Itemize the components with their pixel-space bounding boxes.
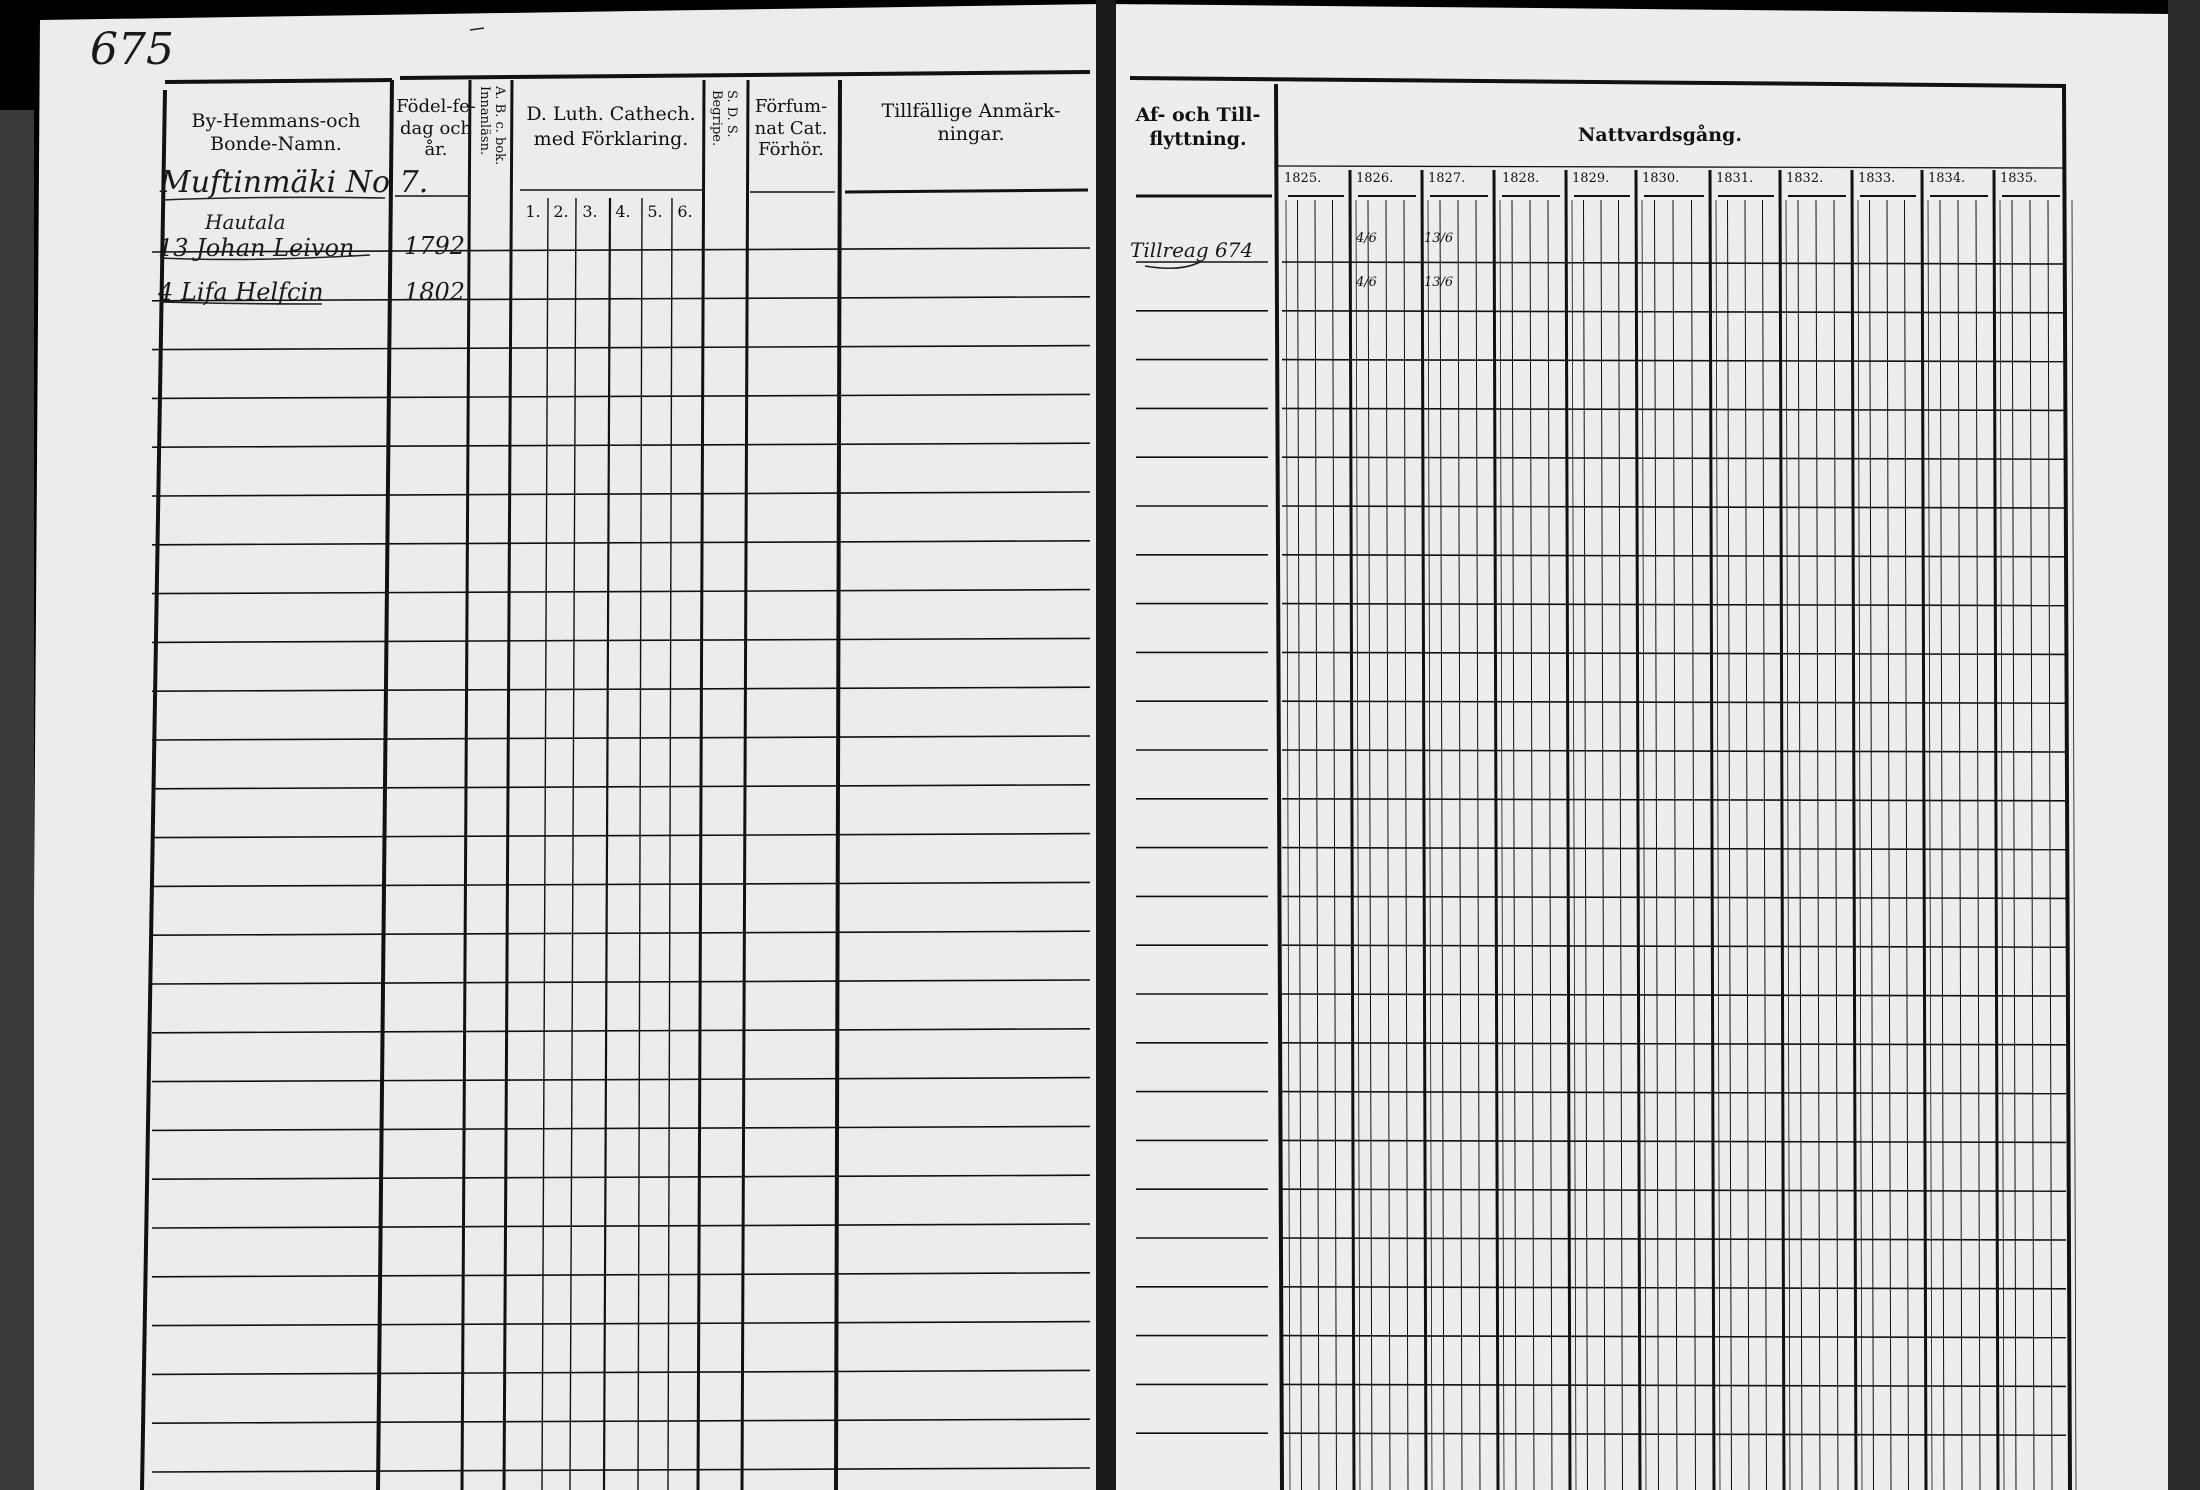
- cat-col-5: 5.: [647, 202, 663, 221]
- year-1831: 1831.: [1716, 171, 1754, 186]
- header-abc-line2: Innanläsn.: [476, 86, 492, 156]
- entry-name-1: 13 Johan Leivon: [158, 234, 355, 262]
- mark-1827-row1: 13/6: [1424, 231, 1454, 246]
- year-1827: 1827.: [1428, 171, 1466, 186]
- header-abc-line1: A. B. c. bok.: [491, 86, 507, 166]
- cat-col-2: 2.: [553, 202, 569, 221]
- entry-name-2: 4 Lifa Helfcin: [158, 278, 324, 306]
- cat-col-4: 4.: [615, 202, 631, 221]
- header-forsum: Förfum-nat Cat. Förhör.: [754, 96, 828, 161]
- farm-sub: Hautala: [205, 210, 286, 234]
- year-1835: 1835.: [2000, 171, 2038, 186]
- header-communion: Nattvardsgång.: [1578, 124, 1742, 146]
- year-1834: 1834.: [1928, 171, 1966, 186]
- left-page: [30, 4, 1104, 1490]
- year-1830: 1830.: [1642, 171, 1680, 186]
- entry-birth-2: 1802.: [404, 278, 473, 306]
- header-sds-line2: Begripe.: [708, 90, 724, 147]
- moving-note: Tillreag 674: [1130, 238, 1254, 262]
- left-edge-strip: [0, 110, 34, 1490]
- right-edge-strip: [2168, 0, 2200, 1490]
- page-number: 675: [90, 24, 174, 75]
- mark-1826-row1: 4/6: [1356, 231, 1377, 246]
- farm-name: Muftinmäki No 7.: [160, 165, 429, 200]
- header-sds-line1: S. D. S.: [723, 90, 739, 138]
- year-1833: 1833.: [1858, 171, 1896, 186]
- header-moving: Af- och Till-flyttning.: [1135, 104, 1261, 150]
- mark-1827-row2: 13/6: [1424, 275, 1454, 290]
- header-remarks: Tillfällige Anmärk-ningar.: [881, 100, 1061, 145]
- year-1832: 1832.: [1786, 171, 1824, 186]
- cat-col-6: 6.: [677, 202, 693, 221]
- header-sds: [708, 90, 738, 170]
- gutter-shadow: [1096, 0, 1116, 1490]
- cat-col-1: 1.: [525, 202, 541, 221]
- header-catechism: D. Luth. Cathech. med Förklaring.: [526, 103, 696, 150]
- cat-col-3: 3.: [582, 202, 598, 221]
- header-birth: Födel-fe-dag och år.: [396, 96, 476, 161]
- entry-birth-1: 1792.: [404, 232, 473, 260]
- year-1828: 1828.: [1502, 171, 1540, 186]
- header-top-rule: [165, 80, 392, 82]
- remarks-header-rule: [845, 190, 1088, 192]
- year-1829: 1829.: [1572, 171, 1610, 186]
- header-names: By-Hemmans-och Bonde-Namn.: [191, 110, 361, 155]
- mark-1826-row2: 4/6: [1356, 275, 1377, 290]
- right-page: [1110, 4, 2172, 1490]
- year-1825: 1825.: [1284, 171, 1322, 186]
- header-abc: [476, 86, 506, 196]
- year-1826: 1826.: [1356, 171, 1394, 186]
